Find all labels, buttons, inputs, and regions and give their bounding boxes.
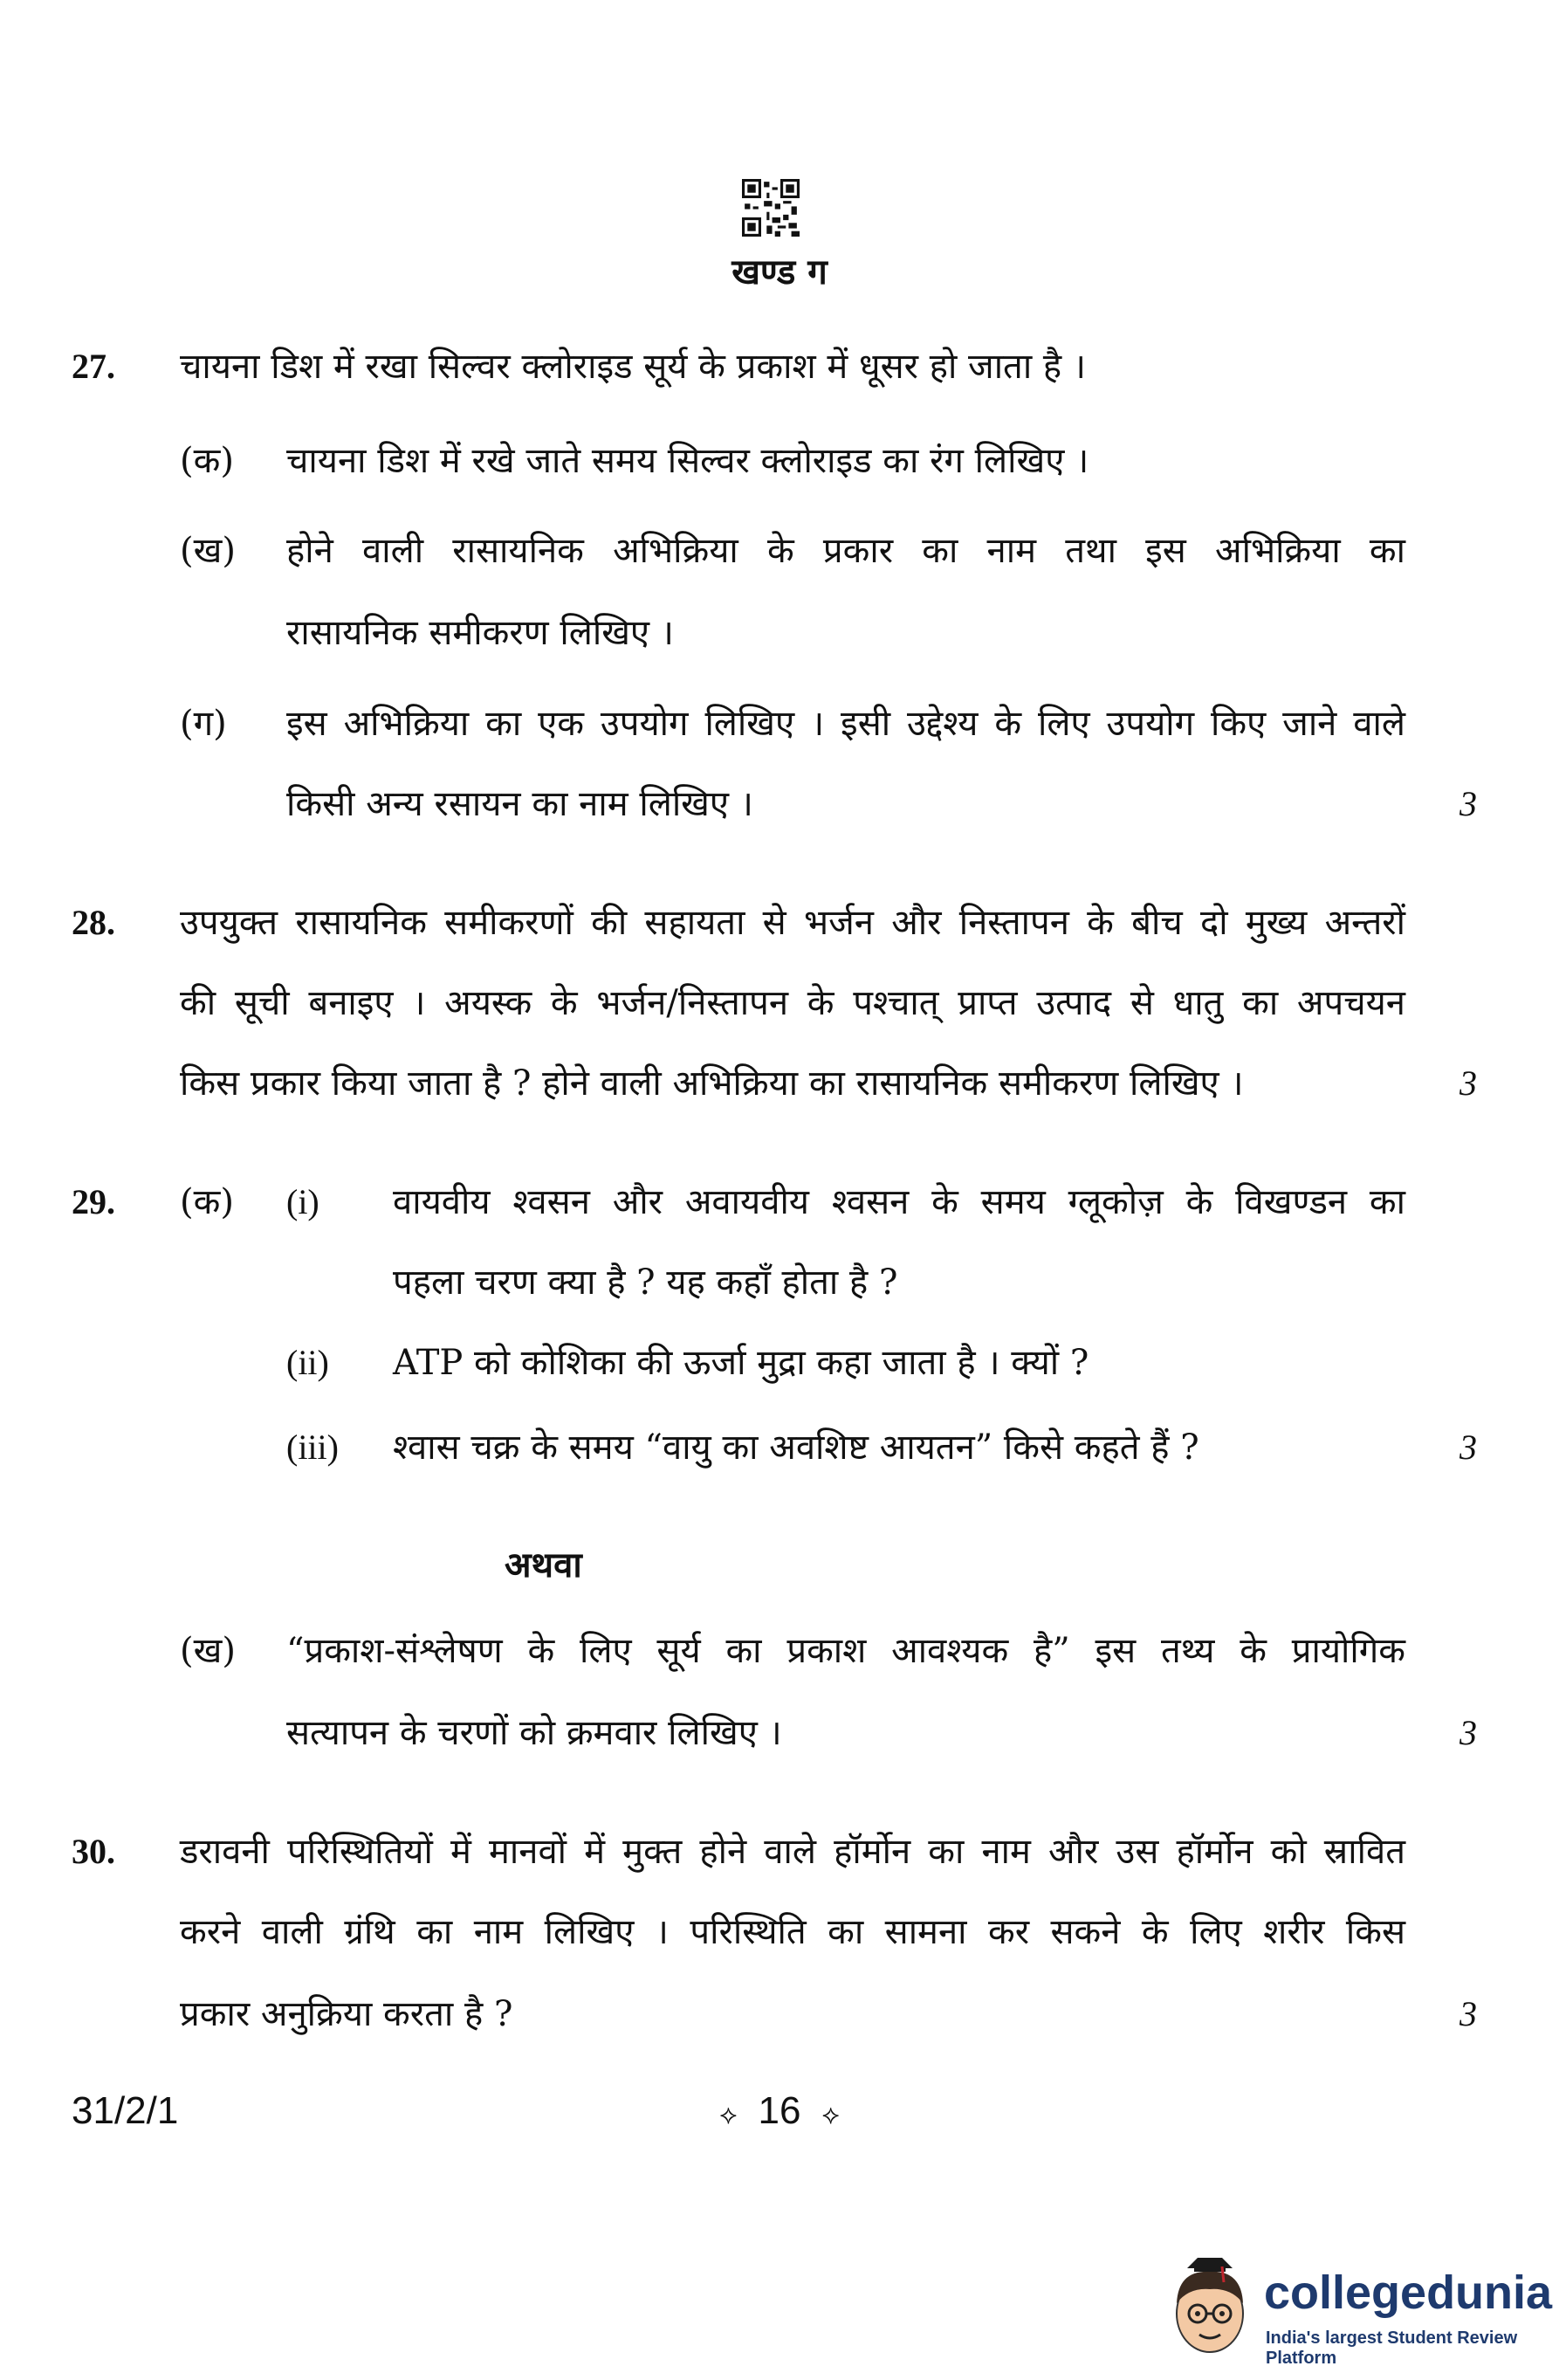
q29-kha-label: (ख): [180, 1631, 236, 1671]
logo-wordmark: collegedunia: [1264, 2267, 1553, 2319]
paper-code: 31/2/1: [72, 2089, 179, 2132]
section-title: खण्ड ग: [731, 251, 828, 292]
q30-line3: प्रकार अनुक्रिया करता है ?: [180, 1994, 513, 2034]
q27-kha-line2: रासायनिक समीकरण लिखिए ।: [286, 613, 674, 653]
q27-ga-label: (ग): [180, 704, 227, 744]
q27-ga-line2: किसी अन्य रसायन का नाम लिखिए ।: [286, 784, 753, 824]
q27-kha-line1: होने वाली रासायनिक अभिक्रिया के प्रकार का नाम तथा इस अभिक्रिया का: [286, 531, 1405, 571]
question-number-27: 27.: [72, 347, 115, 386]
q29-ii-text: ATP को कोशिका की ऊर्जा मुद्रा कहा जाता है । क्यों ?: [393, 1343, 1089, 1383]
question-number-28: 28.: [72, 903, 115, 942]
q28-line3: किस प्रकार किया जाता है ? होने वाली अभिक्रिया का रासायनिक समीकरण लिखिए ।: [180, 1063, 1244, 1104]
ornament-left-icon: ⟡: [719, 2101, 738, 2129]
q29-marks-a: 3: [1459, 1427, 1477, 1467]
q30-line1: डरावनी परिस्थितियों में मानवों में मुक्त होने वाले हॉर्मोन का नाम और उस हॉर्मोन को स्रावित: [180, 1832, 1405, 1872]
q28-marks: 3: [1459, 1063, 1477, 1103]
q28-line2: की सूची बनाइए । अयस्क के भर्जन/निस्तापन के पश्चात् प्राप्त उत्पाद से धातु का अपचयन: [180, 983, 1405, 1023]
q29-kha-line1: “प्रकाश-संश्लेषण के लिए सूर्य का प्रकाश आवश्यक है” इस तथ्य के प्रायोगिक: [286, 1631, 1405, 1671]
page-number: 16: [758, 2089, 801, 2132]
q27-ka-text: चायना डिश में रखे जाते समय सिल्वर क्लोराइड का रंग लिखिए ।: [286, 441, 1089, 481]
q30-marks: 3: [1459, 1994, 1477, 2033]
q29-iii-text: श्वास चक्र के समय “वायु का अवशिष्ट आयतन” किसे कहते हैं ?: [393, 1427, 1199, 1468]
question-number-29: 29.: [72, 1182, 115, 1221]
ornament-right-icon: ⟡: [821, 2101, 840, 2129]
mascot-logo-icon: [1161, 2253, 1259, 2357]
q29-kha-line2: सत्यापन के चरणों को क्रमवार लिखिए ।: [286, 1713, 782, 1753]
q29-marks-b: 3: [1459, 1713, 1477, 1752]
page-number-row: [0, 2089, 1559, 2133]
q29-i-label: (i): [286, 1182, 319, 1221]
q27-stem: चायना डिश में रखा सिल्वर क्लोराइड सूर्य के प्रकाश में धूसर हो जाता है ।: [180, 347, 1087, 387]
question-number-30: 30.: [72, 1832, 115, 1871]
q28-line1: उपयुक्त रासायनिक समीकरणों की सहायता से भर्जन और निस्तापन के बीच दो मुख्य अन्तरों: [180, 903, 1405, 943]
q29-ka-label: (क): [180, 1182, 234, 1222]
q29-i-line2: पहला चरण क्या है ? यह कहाँ होता है ?: [393, 1262, 898, 1303]
q29-i-line1: वायवीय श्वसन और अवायवीय श्वसन के समय ग्लूकोज़ के विखण्डन का: [393, 1182, 1405, 1222]
q27-ka-label: (क): [180, 441, 234, 481]
qr-code: [742, 179, 800, 237]
q27-kha-label: (ख): [180, 531, 236, 571]
q30-line2: करने वाली ग्रंथि का नाम लिखिए । परिस्थिति का सामना कर सकने के लिए शरीर किस: [180, 1912, 1405, 1952]
q27-marks: 3: [1459, 784, 1477, 823]
q29-iii-label: (iii): [286, 1427, 339, 1467]
or-separator: अथवा: [505, 1544, 582, 1586]
logo-tagline: India's largest Student Review Platform: [1266, 2328, 1518, 2368]
q29-ii-label: (ii): [286, 1343, 329, 1382]
q27-ga-line1: इस अभिक्रिया का एक उपयोग लिखिए । इसी उद्देश्य के लिए उपयोग किए जाने वाले: [286, 704, 1405, 744]
